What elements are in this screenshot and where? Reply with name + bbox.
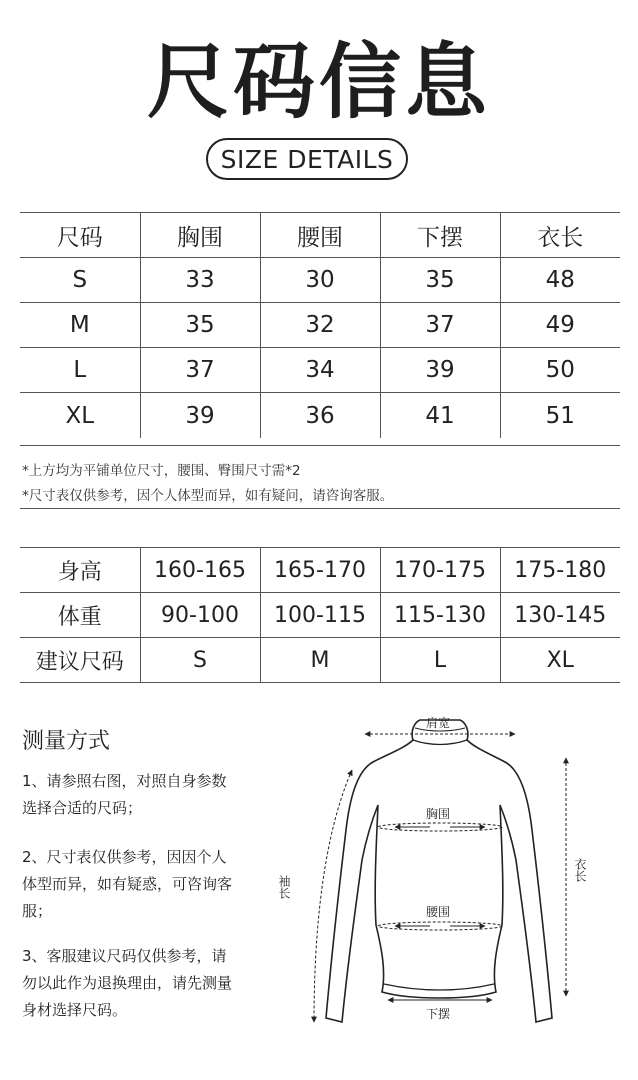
garment-measure-diagram [270, 700, 630, 1040]
collar-line [413, 740, 467, 745]
table-cell: 170-175 [380, 548, 500, 593]
table-cell: 175-180 [500, 548, 620, 593]
table-cell: 建议尺码 [20, 638, 140, 683]
table-cell: 160-165 [140, 548, 260, 593]
table-cell: 51 [500, 393, 620, 439]
size-table-header [20, 213, 620, 258]
header-cell: 胸围 [140, 213, 260, 258]
table-cell: 165-170 [260, 548, 380, 593]
header-cell: 腰围 [260, 213, 380, 258]
waist-label: 腰围 [425, 905, 451, 919]
table-cell: S [140, 638, 260, 683]
table-cell: 48 [500, 258, 620, 303]
header-cell: 衣长 [500, 213, 620, 258]
table-cell: 37 [140, 348, 260, 393]
height-weight-table [20, 547, 620, 683]
table-cell: 体重 [20, 593, 140, 638]
header-cell: 尺码 [20, 213, 140, 258]
note-text: *上方均为平铺单位尺寸，腰围、臀围尺寸需*2 [22, 463, 301, 479]
table-cell: S [20, 258, 140, 303]
table-cell: 90-100 [140, 593, 260, 638]
table-row [20, 593, 620, 638]
shoulder-label: 肩宽 [425, 716, 451, 730]
table-cell: L [380, 638, 500, 683]
sweater-outline [326, 720, 552, 1022]
table-cell: 39 [140, 393, 260, 439]
table-cell: 33 [140, 258, 260, 303]
size-details-badge: SIZE DETAILS [206, 138, 408, 180]
table-cell: 36 [260, 393, 380, 439]
table-cell: 115-130 [380, 593, 500, 638]
table-cell: 32 [260, 303, 380, 348]
table-cell: M [20, 303, 140, 348]
sleeve-label: 袖长 [277, 875, 291, 899]
table-cell: 41 [380, 393, 500, 439]
measure-title: 测量方式 [22, 729, 111, 754]
hem-line [384, 984, 494, 990]
table-cell: XL [500, 638, 620, 683]
table-row [20, 348, 620, 393]
table-row [20, 548, 620, 593]
note-text: *尺寸表仅供参考，因个人体型而异，如有疑问，请咨询客服。 [22, 488, 394, 504]
table-cell: 35 [140, 303, 260, 348]
size-notes [20, 445, 620, 509]
measure-step: 2、尺寸表仅供参考，因因个人体型而异，如有疑惑，可咨询客服； [22, 848, 233, 920]
table-cell: L [20, 348, 140, 393]
table-cell: XL [65, 402, 95, 429]
table-cell: 34 [260, 348, 380, 393]
table-cell: 37 [380, 303, 500, 348]
length-label: 衣长 [573, 858, 587, 882]
header-cell: 下摆 [380, 213, 500, 258]
table-cell: 39 [380, 348, 500, 393]
table-cell: M [260, 638, 380, 683]
table-row [20, 303, 620, 348]
table-row [20, 393, 620, 439]
table-cell: 100-115 [260, 593, 380, 638]
table-cell: 身高 [20, 548, 140, 593]
table-row [20, 638, 620, 683]
table-cell: 30 [260, 258, 380, 303]
size-table [20, 212, 620, 438]
measure-step: 3、客服建议尺码仅供参考，请勿以此作为退换理由，请先测量身材选择尺码。 [22, 947, 233, 1019]
table-row [20, 258, 620, 303]
chest-label: 胸围 [425, 807, 451, 821]
page-title: 尺码信息 [146, 35, 491, 130]
table-cell: 49 [500, 303, 620, 348]
table-cell: 130-145 [500, 593, 620, 638]
table-cell: 50 [500, 348, 620, 393]
hem-label: 下摆 [425, 1007, 451, 1021]
measure-step: 1、请参照右图，对照自身参数选择合适的尺码； [22, 772, 227, 817]
table-cell: 35 [380, 258, 500, 303]
